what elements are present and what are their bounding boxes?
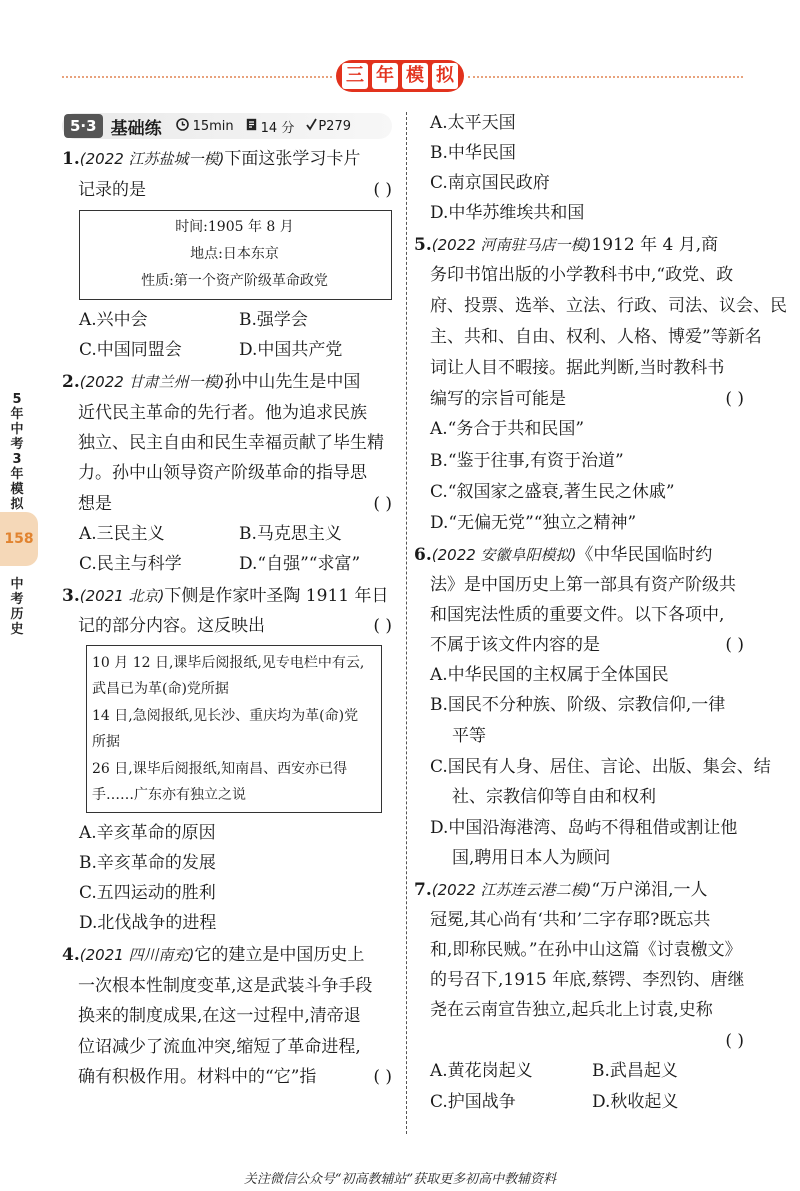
q7-line-5: 尧在云南宣告独立,起兵北上讨袁,史称 bbox=[430, 1000, 713, 1020]
q4-option-b[interactable]: B.中华民国 bbox=[430, 143, 516, 163]
brand-char: 年 bbox=[372, 63, 398, 89]
question-number: 5. bbox=[414, 235, 432, 255]
q7-line-1 bbox=[414, 879, 708, 901]
q4-line-5 bbox=[78, 1066, 392, 1088]
question-number: 2. bbox=[62, 372, 80, 392]
q5-line-6 bbox=[430, 388, 744, 410]
q5-option-b[interactable]: B.“鉴于往事,有资于治道” bbox=[430, 451, 624, 471]
question-number: 1. bbox=[62, 149, 80, 169]
score-meta bbox=[246, 117, 295, 136]
question-source: (2021 北京) bbox=[79, 587, 165, 605]
answer-blank[interactable]: ( ) bbox=[373, 180, 392, 200]
q6-option-c-cont: 社、宗教信仰等自由和权利 bbox=[452, 787, 656, 807]
q3-line-1 bbox=[62, 585, 388, 607]
q6-option-d-cont: 国,聘用日本人为顾问 bbox=[452, 848, 611, 868]
q1-line-2 bbox=[78, 179, 392, 201]
diary-line: 26 日,课毕后阅报纸,知南昌、西安亦已得 bbox=[92, 761, 348, 777]
q3-option-a[interactable]: A.辛亥革命的原因 bbox=[79, 823, 216, 843]
q7-line-3: 和,即称民贼。”在孙中山这篇《讨袁檄文》 bbox=[430, 940, 742, 960]
q6-option-c[interactable]: C.国民有人身、居住、言论、出版、集会、结 bbox=[430, 757, 771, 777]
question-text: 它的建立是中国历史上 bbox=[194, 945, 365, 965]
question-text: 记录的是 bbox=[78, 180, 146, 200]
q1-option-a[interactable]: A.兴中会 bbox=[79, 310, 148, 330]
question-text: “万户涕泪,一人 bbox=[591, 880, 708, 900]
q7-option-c[interactable]: C.护国战争 bbox=[430, 1092, 516, 1112]
diary-line: 14 日,急阅报纸,见长沙、重庆均为革(命)党 bbox=[92, 708, 359, 724]
q4-option-a[interactable]: A.太平天国 bbox=[430, 113, 516, 133]
q1-option-b[interactable]: B.强学会 bbox=[239, 310, 308, 330]
answer-blank[interactable]: ( ) bbox=[725, 635, 744, 655]
question-text: 不属于该文件内容的是 bbox=[430, 635, 600, 655]
footer-note: 关注微信公众号“初高教辅站”获取更多初高中教辅资料 bbox=[243, 1172, 557, 1187]
q6-option-b-cont: 平等 bbox=[452, 726, 486, 746]
answer-meta bbox=[306, 118, 351, 135]
column-divider bbox=[406, 112, 407, 1134]
question-text: 记的部分内容。这反映出 bbox=[78, 616, 265, 636]
q7-line-2: 冠冕,其心尚有‘共和’二字存耶?既忘共 bbox=[430, 910, 711, 930]
q2-line-4: 力。孙中山领导资产阶级革命的指导思 bbox=[78, 463, 367, 483]
q6-option-d[interactable]: D.中国沿海港湾、岛屿不得租借或割让他 bbox=[430, 818, 738, 838]
section-title: 基础练 bbox=[110, 118, 162, 139]
question-text: 下侧是作家叶圣陶 1911 年日 bbox=[164, 586, 389, 606]
section-header bbox=[62, 113, 392, 139]
q7-line-4: 的号召下,1915 年底,蔡锷、李烈钧、唐继 bbox=[430, 970, 745, 990]
brand-char: 模 bbox=[402, 63, 428, 89]
question-source: (2021 四川南充) bbox=[79, 946, 195, 964]
q4-option-c[interactable]: C.南京国民政府 bbox=[430, 173, 550, 193]
q5-line-4: 主、共和、自由、权利、人格、博爱”等新名 bbox=[430, 327, 762, 347]
q5-line-1 bbox=[414, 234, 718, 256]
checkmark-icon bbox=[306, 118, 317, 135]
answer-blank[interactable]: ( ) bbox=[373, 616, 392, 636]
time-meta bbox=[176, 118, 234, 135]
q6-option-a[interactable]: A.中华民国的主权属于全体国民 bbox=[430, 665, 669, 685]
clock-icon bbox=[176, 118, 189, 135]
answer-blank[interactable]: ( ) bbox=[373, 494, 392, 514]
brand-char: 拟 bbox=[432, 63, 458, 89]
q1-line-1 bbox=[62, 148, 360, 170]
diary-line: 10 月 12 日,课毕后阅报纸,见专电栏中有云, bbox=[92, 655, 365, 671]
answer-blank[interactable]: ( ) bbox=[725, 389, 744, 409]
question-text: 孙中山先生是中国 bbox=[224, 372, 361, 392]
question-source: (2022 江苏盐城一模) bbox=[79, 150, 225, 168]
brand-char: 三 bbox=[342, 63, 368, 89]
header-dotted-line-left bbox=[62, 76, 332, 78]
q3-option-b[interactable]: B.辛亥革命的发展 bbox=[79, 853, 216, 873]
diary-line: 手……广东亦有独立之说 bbox=[92, 787, 246, 803]
q2-option-c[interactable]: C.民主与科学 bbox=[79, 554, 182, 574]
q4-option-d[interactable]: D.中华苏维埃共和国 bbox=[430, 203, 585, 223]
q2-line-5 bbox=[78, 493, 392, 515]
q6-option-b[interactable]: B.国民不分种族、阶级、宗教信仰,一律 bbox=[430, 695, 726, 715]
q1-option-c[interactable]: C.中国同盟会 bbox=[79, 340, 182, 360]
question-source: (2022 河南驻马店一模) bbox=[431, 236, 592, 254]
q2-line-2: 近代民主革命的先行者。他为追求民族 bbox=[78, 403, 367, 423]
side-book-text: 5年中考3年模拟 bbox=[10, 392, 24, 512]
question-text: 编写的宗旨可能是 bbox=[430, 389, 566, 409]
question-text: 下面这张学习卡片 bbox=[224, 149, 361, 169]
q4-line-4: 位诏减少了流血冲突,缩短了革命进程, bbox=[78, 1037, 361, 1057]
question-source: (2022 江苏连云港二模) bbox=[431, 881, 592, 899]
q6-line-2: 法》是中国历史上第一部具有资产阶级共 bbox=[430, 575, 736, 595]
question-text: 想是 bbox=[78, 494, 112, 514]
q4-line-1 bbox=[62, 944, 364, 966]
section-badge: 5·3 bbox=[64, 114, 103, 138]
side-subject bbox=[6, 577, 28, 637]
question-number: 3. bbox=[62, 586, 80, 606]
q5-line-5: 词让人目不暇接。据此判断,当时教科书 bbox=[430, 358, 725, 378]
page-number: 158 bbox=[4, 531, 34, 547]
q7-option-b[interactable]: B.武昌起义 bbox=[592, 1061, 678, 1081]
answer-blank[interactable]: ( ) bbox=[725, 1031, 744, 1051]
q3-option-d[interactable]: D.北伐战争的进程 bbox=[79, 913, 217, 933]
document-icon bbox=[246, 118, 257, 135]
score-value: 14 分 bbox=[260, 120, 295, 136]
q6-line-3: 和国宪法性质的重要文件。以下各项中, bbox=[430, 605, 725, 625]
q2-line-1 bbox=[62, 371, 360, 393]
q7-option-d[interactable]: D.秋收起义 bbox=[592, 1092, 679, 1112]
q5-line-3: 府、投票、选举、立法、行政、司法、议会、民 bbox=[430, 296, 787, 316]
card-line: 地点:日本东京 bbox=[190, 246, 279, 262]
card-line: 性质:第一个资产阶级革命政党 bbox=[141, 273, 328, 289]
diary-line: 武昌已为革(命)党所据 bbox=[92, 681, 229, 697]
q7-option-a[interactable]: A.黄花岗起义 bbox=[430, 1061, 533, 1081]
q5-option-c[interactable]: C.“叙国家之盛衰,著生民之休戚” bbox=[430, 482, 675, 502]
q1-option-d[interactable]: D.中国共产党 bbox=[239, 340, 343, 360]
question-text: 1912 年 4 月,商 bbox=[591, 235, 719, 255]
brand-logo bbox=[336, 60, 464, 92]
question-text: 确有积极作用。材料中的“它”指 bbox=[78, 1067, 317, 1087]
q2-option-d[interactable]: D.“自强”“求富” bbox=[239, 554, 361, 574]
q3-option-c[interactable]: C.五四运动的胜利 bbox=[79, 883, 216, 903]
q3-line-2 bbox=[78, 615, 392, 637]
q2-option-b[interactable]: B.马克思主义 bbox=[239, 524, 342, 544]
q5-line-2: 务印书馆出版的小学教科书中,“政党、政 bbox=[430, 265, 734, 285]
header-dotted-line-right bbox=[468, 76, 743, 78]
q5-option-a[interactable]: A.“务合于共和民国” bbox=[430, 419, 585, 439]
question-text: 《中华民国临时约 bbox=[576, 545, 713, 565]
side-subject-text: 中考历史 bbox=[10, 577, 24, 637]
question-number: 4. bbox=[62, 945, 80, 965]
q4-line-2: 一次根本性制度变革,这是武装斗争手段 bbox=[78, 976, 373, 996]
q2-option-a[interactable]: A.三民主义 bbox=[79, 524, 165, 544]
diary-line: 所据 bbox=[92, 734, 120, 750]
question-number: 6. bbox=[414, 545, 432, 565]
question-number: 7. bbox=[414, 880, 432, 900]
q6-line-1 bbox=[414, 544, 712, 566]
page-number-tab bbox=[0, 512, 38, 566]
time-value: 15min bbox=[192, 118, 234, 134]
question-source: (2022 安徽阜阳模拟) bbox=[431, 546, 577, 564]
q2-line-3: 独立、民主自由和民生幸福贡献了毕生精 bbox=[78, 433, 384, 453]
answer-page: P279 bbox=[318, 118, 351, 134]
q4-line-3: 换来的制度成果,在这一过程中,清帝退 bbox=[78, 1006, 361, 1026]
q6-line-4 bbox=[430, 634, 744, 656]
q5-option-d[interactable]: D.“无偏无党”“独立之精神” bbox=[430, 513, 637, 533]
answer-blank[interactable]: ( ) bbox=[373, 1067, 392, 1087]
side-book-title bbox=[6, 392, 28, 512]
question-source: (2022 甘肃兰州一模) bbox=[79, 373, 225, 391]
card-line: 时间:1905 年 8 月 bbox=[175, 219, 294, 235]
